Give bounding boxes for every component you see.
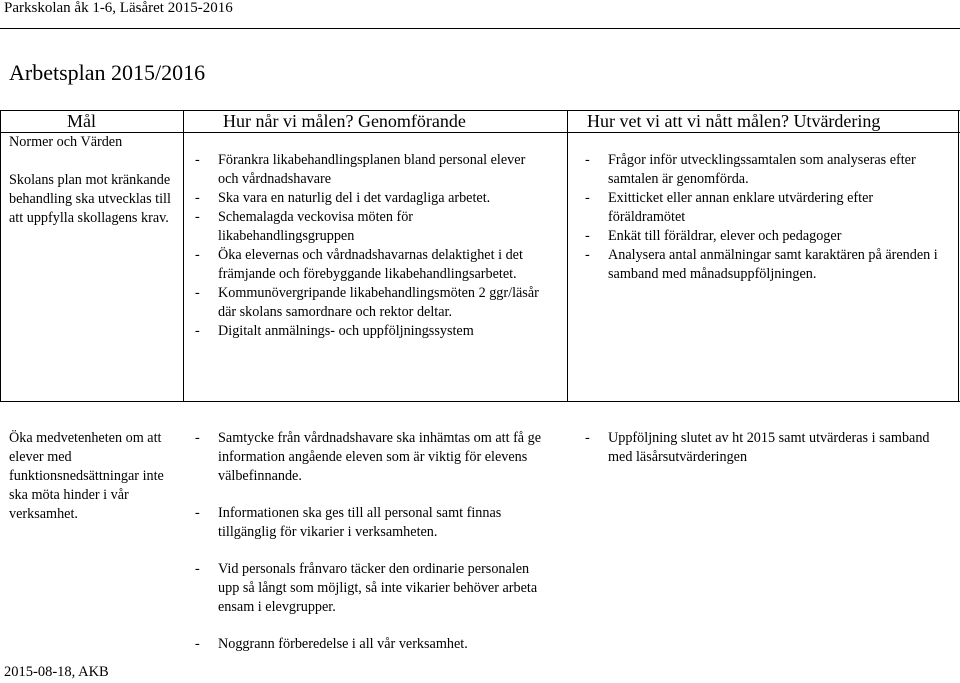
section-heading: Normer och Värden [9,134,123,150]
list-item: - Analysera antal anmälningar samt karaktären på ärenden i samband med månadsuppföljningen. [582,246,942,284]
column-header-mal: Mål [67,111,96,131]
table-col-divider-2 [567,110,568,402]
page-title: Arbetsplan 2015/2016 [9,60,206,85]
table-border-left [0,110,1,402]
page-footer: 2015-08-18, AKB [4,664,109,680]
list-item: - Digitalt anmälnings- och uppföljningssystem [192,322,542,341]
goal-text: Öka medvetenheten om att elever med funktionsnedsättningar inte ska möta hinder i vår verksamhet. [9,430,164,522]
list-item: - Ska vara en naturlig del i det vardagliga arbetet. [192,189,542,208]
actions-list [192,151,542,341]
table-header-divider [0,132,960,133]
evaluation-list [582,151,942,284]
list-item: - Samtycke från vårdnadshavare ska inhämtas om att få ge information angående eleven som är viktig för elevens välbefinnande. [192,429,542,486]
list-item: - Vid personals frånvaro täcker den ordinarie personalen upp så långt som möjligt, så inte vikarier behöver arbeta ensam i elevgrupper. [192,560,542,617]
column-header-genomforande: Hur når vi målen? Genomförande [223,111,466,131]
goal-text: Skolans plan mot kränkande behandling ska utvecklas till att uppfylla skollagens krav. [9,172,171,226]
header-divider [0,28,960,29]
column-header-utvardering: Hur vet vi att vi nått målen? Utvärdering [587,111,881,131]
list-item: - Kommunövergripande likabehandlingsmöten 2 ggr/läsår där skolans samordnare och rektor deltar. [192,284,542,322]
list-item: - Frågor inför utvecklingssamtalen som analyseras efter samtalen är genomförda. [582,151,942,189]
list-item: - Schemalagda veckovisa möten för likabehandlingsgruppen [192,208,542,246]
actions-list [192,429,542,672]
list-item: - Öka elevernas och vårdnadshavarnas delaktighet i det främjande och förebyggande likabehandlingsarbetet. [192,246,542,284]
list-item: - Exitticket eller annan enklare utvärdering efter föräldramötet [582,189,942,227]
list-item: - Enkät till föräldrar, elever och pedagoger [582,227,942,246]
list-item: - Noggrann förberedelse i all vår verksamhet. [192,635,542,654]
evaluation-list [582,429,932,467]
page-header: Parkskolan åk 1-6, Läsåret 2015-2016 [4,0,233,16]
list-item: - Uppföljning slutet av ht 2015 samt utvärderas i samband med läsårsutvärderingen [582,429,932,467]
table-col-divider-1 [183,110,184,402]
list-item: - Förankra likabehandlingsplanen bland personal elever och vårdnadshavare [192,151,542,189]
list-item: - Informationen ska ges till all personal samt finnas tillgänglig för vikarier i verksamheten. [192,504,542,542]
table-border-bottom [0,401,960,402]
table-border-right [958,110,959,402]
